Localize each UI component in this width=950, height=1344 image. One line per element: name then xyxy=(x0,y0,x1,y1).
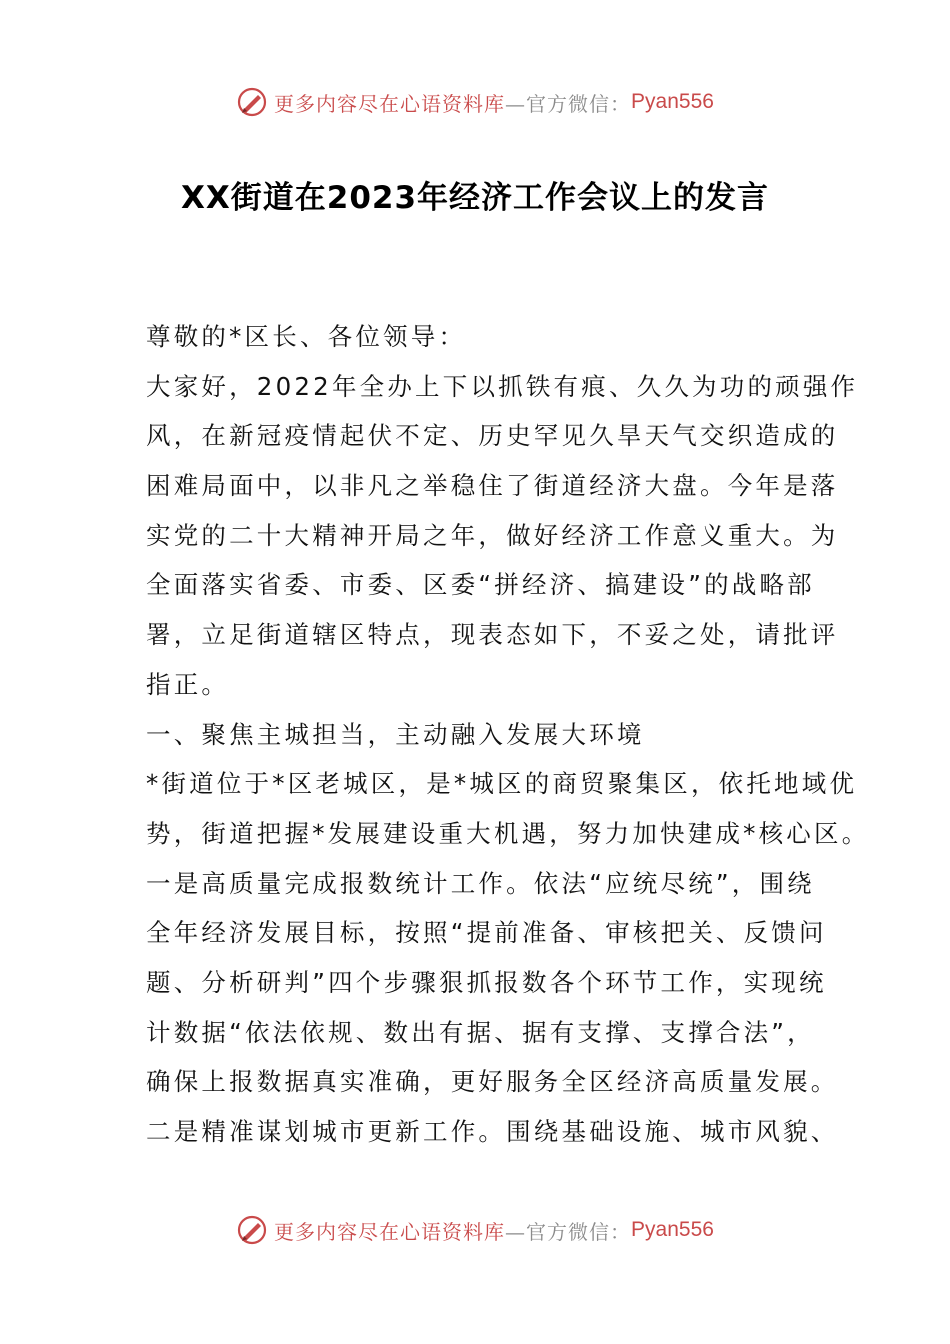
paragraph-line: 困难局面中，以非凡之举稳住了街道经济大盘。今年是落 xyxy=(146,471,839,501)
header-banner xyxy=(0,82,950,122)
document-title: XX街道在2023年经济工作会议上的发言 xyxy=(180,180,770,216)
paragraph-line: 全面落实省委、市委、区委“拼经济、搞建设”的战略部 xyxy=(146,570,815,600)
paragraph-line: 实党的二十大精神开局之年，做好经济工作意义重大。为 xyxy=(146,520,839,550)
salutation: 尊敬的*区长、各位领导： xyxy=(146,322,467,351)
paragraph-line: 全年经济发展目标，按照“提前准备、审核把关、反馈问 xyxy=(146,918,827,948)
paragraph-line: 一是高质量完成报数统计工作。依法“应统尽统”，围绕 xyxy=(146,868,815,898)
paragraph-line: 计数据“依法依规、数出有据、据有支撑、支撑合法”， xyxy=(146,1017,815,1047)
banner-official-label: —官方微信： xyxy=(505,91,632,116)
document-body xyxy=(146,312,870,1157)
paragraph-line: 大家好，2022年全办上下以抓铁有痕、久久为功的顽强作 xyxy=(146,371,859,401)
banner-text: 更多内容尽在心语资料库 xyxy=(274,91,506,116)
paragraph-line: 题、分析研判”四个步骤狠抓报数各个环节工作，实现统 xyxy=(146,967,827,997)
pen-logo-icon xyxy=(236,86,268,118)
banner-wechat-id: Pyan556 xyxy=(631,1218,714,1241)
paragraph-line: 势，街道把握*发展建设重大机遇，努力加快建成*核心区。 xyxy=(146,818,870,848)
paragraph-line: 指正。 xyxy=(146,669,230,699)
paragraph-line: *街道位于*区老城区，是*城区的商贸聚集区，依托地域优 xyxy=(146,769,858,799)
paragraph-line: 二是精准谋划城市更新工作。围绕基础设施、城市风貌、 xyxy=(146,1117,839,1146)
paragraph-line: 署，立足街道辖区特点，现表态如下，不妥之处，请批评 xyxy=(146,620,839,650)
footer-banner xyxy=(0,1210,950,1250)
banner-text: 更多内容尽在心语资料库 xyxy=(274,1219,506,1244)
paragraph-line: 确保上报数据真实准确，更好服务全区经济高质量发展。 xyxy=(146,1067,839,1097)
pen-logo-icon xyxy=(236,1214,268,1246)
paragraph-line: 风，在新冠疫情起伏不定、历史罕见久旱天气交织造成的 xyxy=(146,421,839,451)
banner-official-label: —官方微信： xyxy=(505,1219,632,1244)
banner-wechat-id: Pyan556 xyxy=(631,90,714,113)
section-heading: 一、聚焦主城担当，主动融入发展大环境 xyxy=(146,719,645,749)
